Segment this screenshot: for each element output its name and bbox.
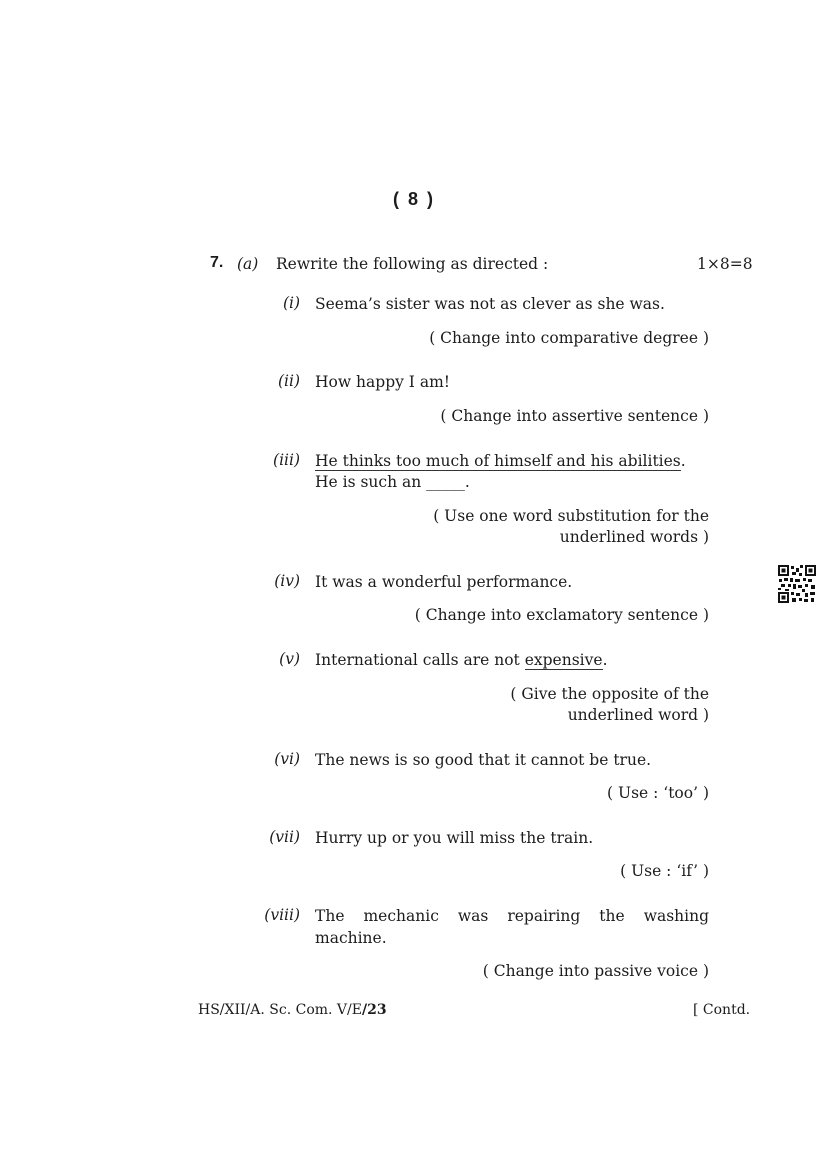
item-text: International calls are not expensive.: [315, 651, 608, 669]
item-text: It was a wonderful performance.: [315, 573, 573, 591]
question-marks: 1×8=8: [697, 255, 753, 273]
item-roman: (iii): [273, 451, 300, 469]
footer-paper-code: HS/XII/A. Sc. Com. V/E/23: [198, 1002, 387, 1018]
item-text: The news is so good that it cannot be true.: [315, 751, 652, 769]
item-direction: ( Change into exclamatory sentence ): [414, 606, 709, 624]
footer-contd: [ Contd.: [693, 1002, 751, 1018]
underlined-words: He thinks too much of himself and his abilities: [315, 452, 681, 470]
question-number: 7.: [210, 254, 224, 271]
item-direction: ( Give the opposite of the: [510, 685, 709, 703]
item-roman: (vi): [274, 750, 300, 768]
page-number: ( 8 ): [392, 189, 435, 209]
item-direction-line2: underlined word ): [567, 706, 709, 724]
question-part: (a): [237, 255, 259, 273]
item-text-line2: machine.: [315, 929, 387, 947]
item-direction: ( Change into comparative degree ): [429, 329, 709, 347]
item-direction: ( Use : ‘if’ ): [620, 862, 709, 880]
item-roman: (iv): [274, 572, 300, 590]
underlined-word: expensive: [524, 651, 603, 669]
item-text: Seema’s sister was not as clever as she was.: [315, 295, 665, 313]
item-text: He thinks too much of himself and his abilities.: [315, 452, 686, 470]
item-roman: (viii): [264, 906, 300, 924]
item-text: How happy I am!: [315, 373, 451, 391]
item-text-line2: He is such an _____.: [315, 473, 470, 491]
item-direction: ( Change into assertive sentence ): [440, 407, 709, 425]
item-text: Hurry up or you will miss the train.: [315, 829, 594, 847]
footer-paper-code-bold: /23: [361, 1002, 387, 1018]
qr-code-icon: [778, 565, 816, 603]
question-instruction: Rewrite the following as directed :: [276, 255, 549, 273]
item-direction: ( Use : ‘too’ ): [607, 784, 709, 802]
item-direction-line2: underlined words ): [559, 528, 709, 546]
item-direction: ( Use one word substitution for the: [433, 507, 709, 525]
item-roman: (v): [279, 650, 300, 668]
item-roman: (vii): [269, 828, 300, 846]
item-roman: (i): [282, 294, 300, 312]
item-direction: ( Change into passive voice ): [482, 962, 709, 980]
item-roman: (ii): [277, 372, 300, 390]
item-text: The mechanic was repairing the washing: [315, 907, 709, 925]
